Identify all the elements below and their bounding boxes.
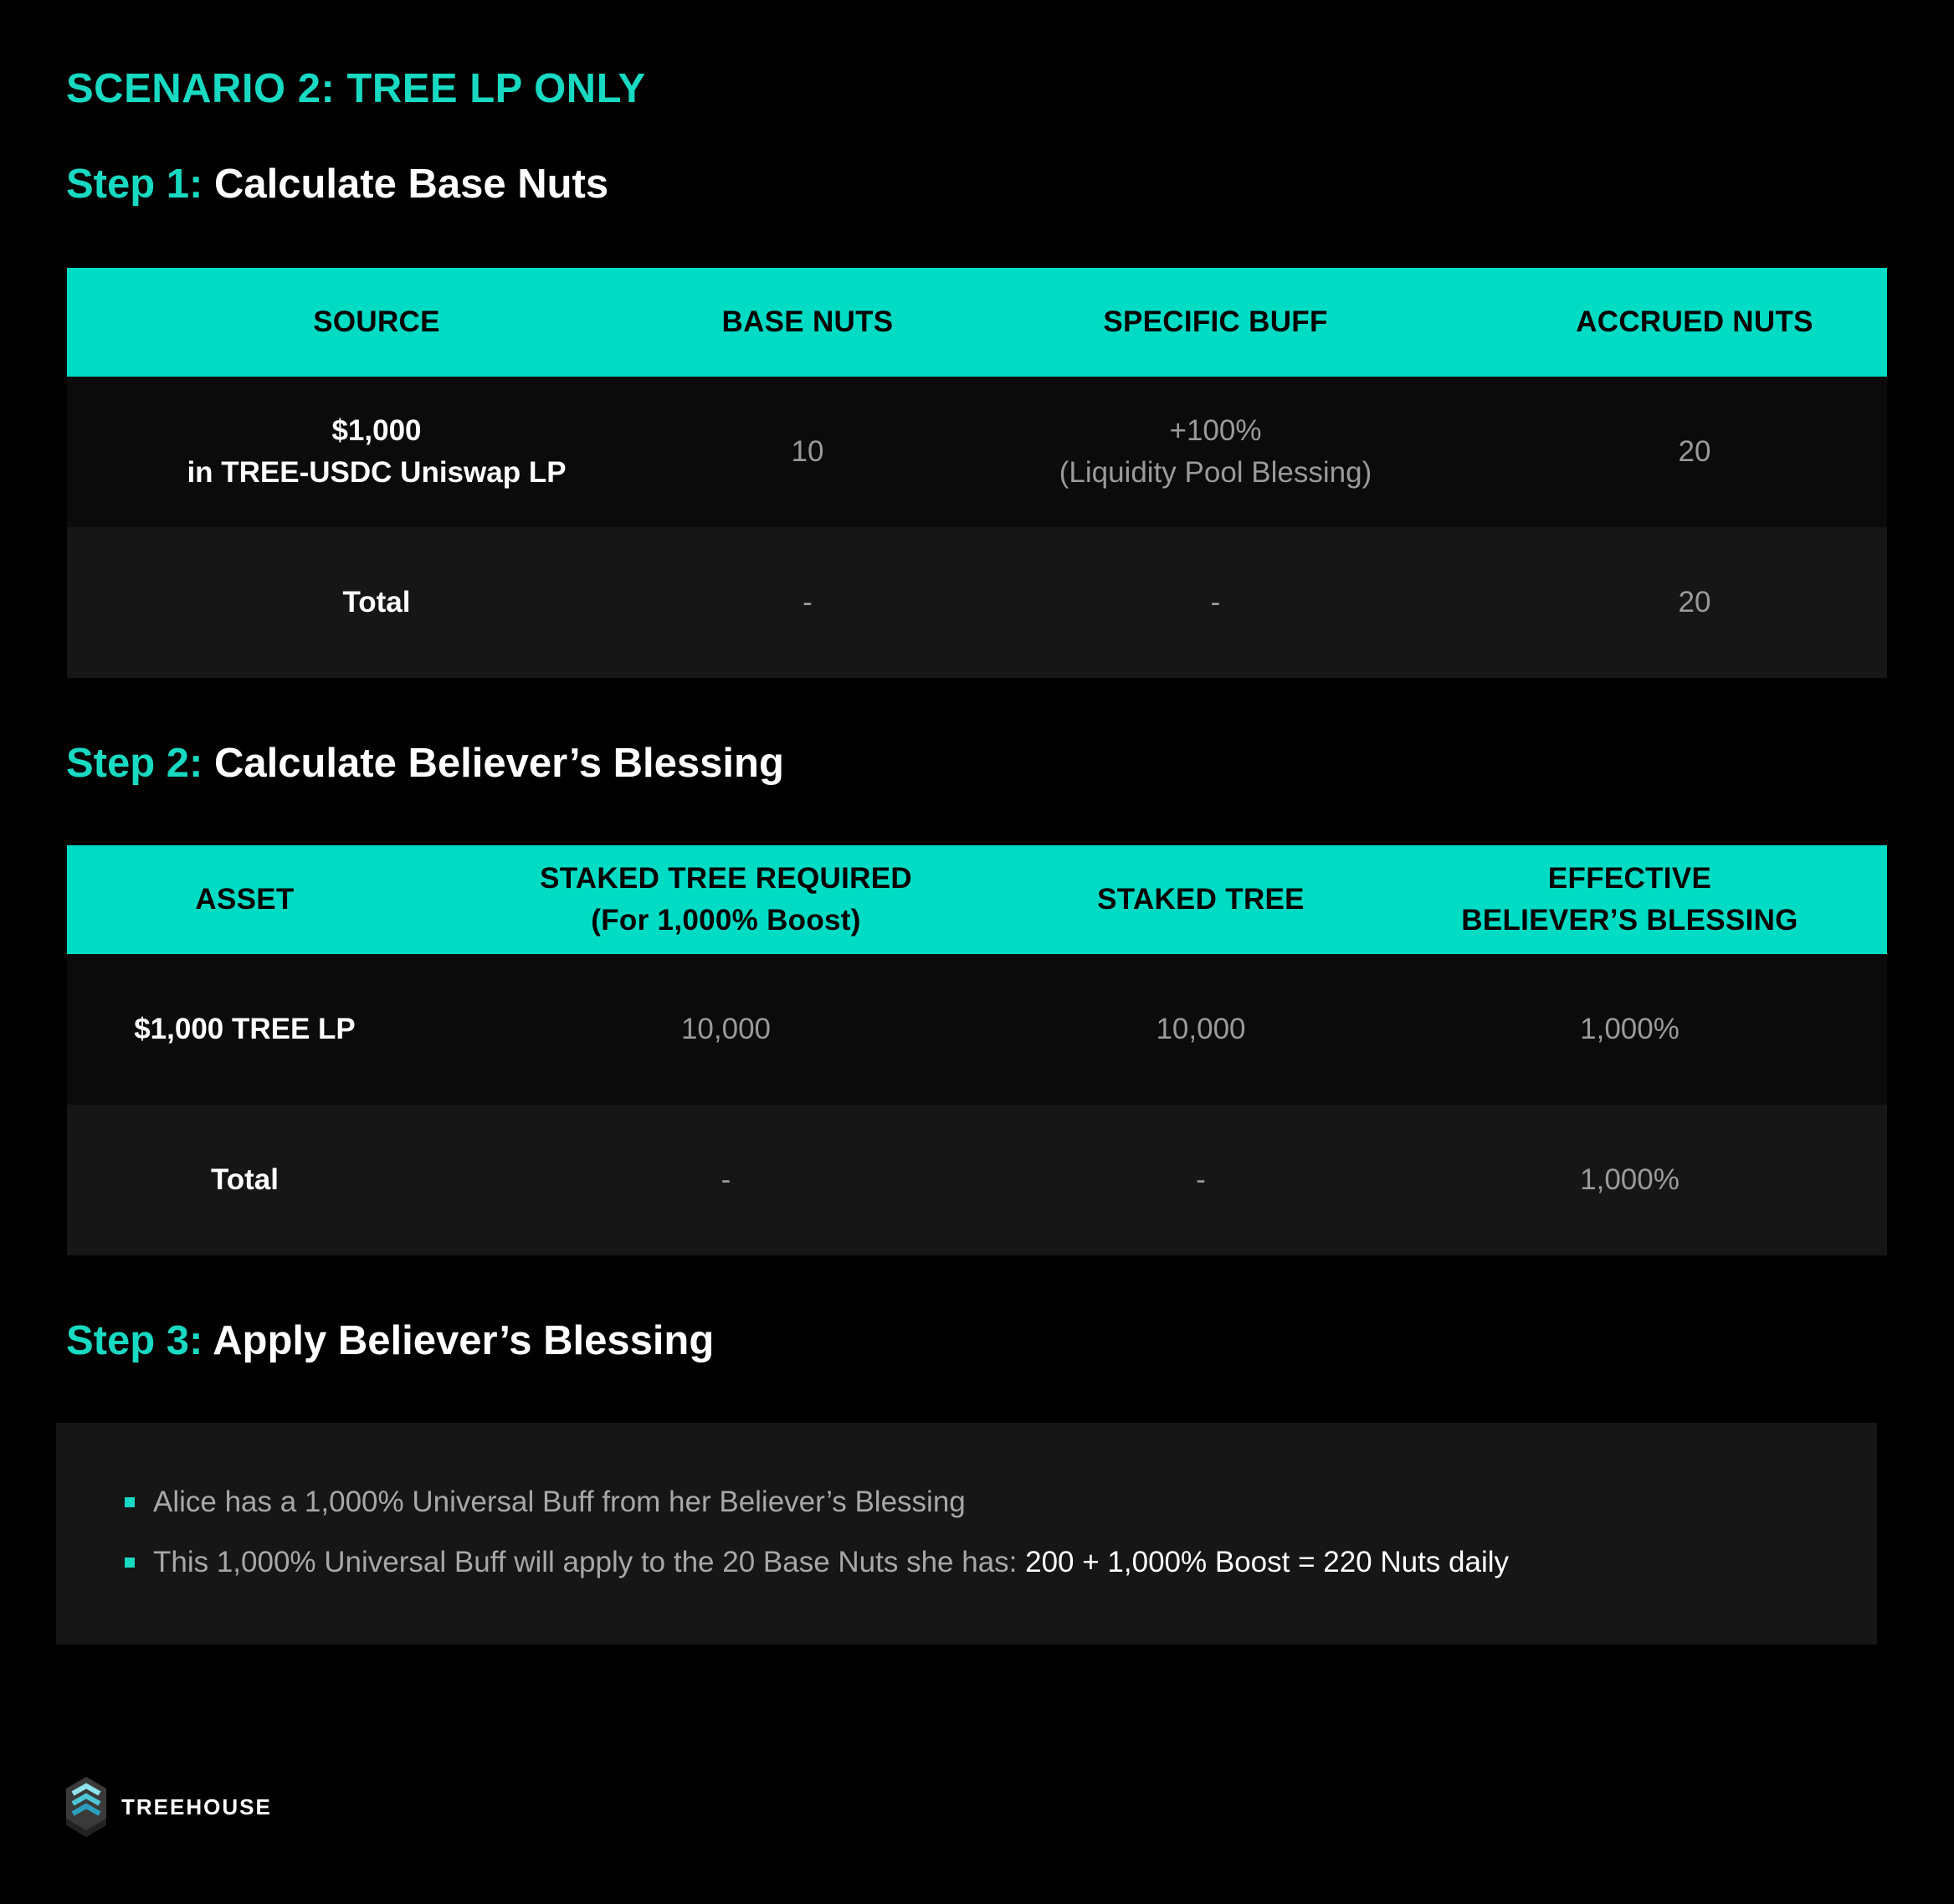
header-effective-blessing [1372, 845, 1887, 954]
step2-heading [66, 740, 784, 787]
base-nuts-table [67, 268, 1887, 678]
header-required-line2: (For 1,000% Boost) [591, 904, 861, 937]
accrued-nuts-cell: 20 [1502, 377, 1887, 527]
source-description: in TREE-USDC Uniswap LP [187, 456, 567, 489]
header-accrued-nuts: ACCRUED NUTS [1502, 268, 1887, 377]
brand-name: TREEHOUSE [121, 1794, 272, 1819]
total-base-nuts: - [686, 527, 929, 678]
bullet-emphasis: 200 + 1,000% Boost = 220 Nuts daily [1025, 1546, 1510, 1578]
table-row [67, 377, 1887, 527]
bullet-text: This 1,000% Universal Buff will apply to the 20 Base Nuts she has: [153, 1546, 1026, 1578]
header-staked-tree: STAKED TREE [1029, 845, 1372, 954]
total-label: Total [67, 527, 686, 678]
total-required: - [423, 1105, 1029, 1255]
total-buff: - [929, 527, 1502, 678]
step1-heading [66, 161, 608, 208]
source-cell [67, 377, 686, 527]
step3-prefix: Step 3: [66, 1318, 203, 1363]
buff-value: +100% [1169, 414, 1262, 447]
total-staked: - [1029, 1105, 1372, 1255]
total-effective: 1,000% [1372, 1105, 1887, 1255]
header-source: SOURCE [67, 268, 686, 377]
buff-description: (Liquidity Pool Blessing) [1059, 456, 1372, 489]
effective-cell: 1,000% [1372, 954, 1887, 1105]
bullet-square-icon [125, 1497, 135, 1507]
step3-heading [66, 1317, 714, 1364]
summary-list [125, 1481, 1509, 1602]
asset-cell: $1,000 TREE LP [67, 954, 423, 1105]
treehouse-logo-icon [66, 1777, 106, 1837]
table-header-row [67, 845, 1887, 954]
list-item [125, 1542, 1509, 1583]
header-required-line1: STAKED TREE REQUIRED [540, 862, 912, 895]
source-amount: $1,000 [331, 414, 422, 447]
believers-blessing-table [67, 845, 1887, 1255]
table-header-row [67, 268, 1887, 377]
bullet-square-icon [125, 1558, 135, 1568]
table-row-total [67, 527, 1887, 678]
table-row-total [67, 1105, 1887, 1255]
header-specific-buff: SPECIFIC BUFF [929, 268, 1502, 377]
specific-buff-cell [929, 377, 1502, 527]
step3-title: Apply Believer’s Blessing [213, 1318, 715, 1363]
step1-title: Calculate Base Nuts [214, 162, 609, 207]
bullet-text: Alice has a 1,000% Universal Buff from her Believer’s Blessing [153, 1486, 966, 1518]
base-nuts-cell: 10 [686, 377, 929, 527]
list-item [125, 1481, 1509, 1523]
step2-title: Calculate Believer’s Blessing [214, 741, 784, 786]
footer-logo [66, 1777, 272, 1837]
total-label: Total [67, 1105, 423, 1255]
header-effective-line2: BELIEVER’S BLESSING [1461, 904, 1798, 937]
total-accrued: 20 [1502, 527, 1887, 678]
header-base-nuts: BASE NUTS [686, 268, 929, 377]
table-row [67, 954, 1887, 1105]
header-staked-tree-required [423, 845, 1029, 954]
required-cell: 10,000 [423, 954, 1029, 1105]
step1-prefix: Step 1: [66, 162, 203, 207]
staked-cell: 10,000 [1029, 954, 1372, 1105]
step2-prefix: Step 2: [66, 741, 203, 786]
header-asset: ASSET [67, 845, 423, 954]
scenario-title: SCENARIO 2: TREE LP ONLY [66, 66, 646, 111]
header-effective-line1: EFFECTIVE [1547, 862, 1712, 895]
summary-box [56, 1423, 1877, 1645]
